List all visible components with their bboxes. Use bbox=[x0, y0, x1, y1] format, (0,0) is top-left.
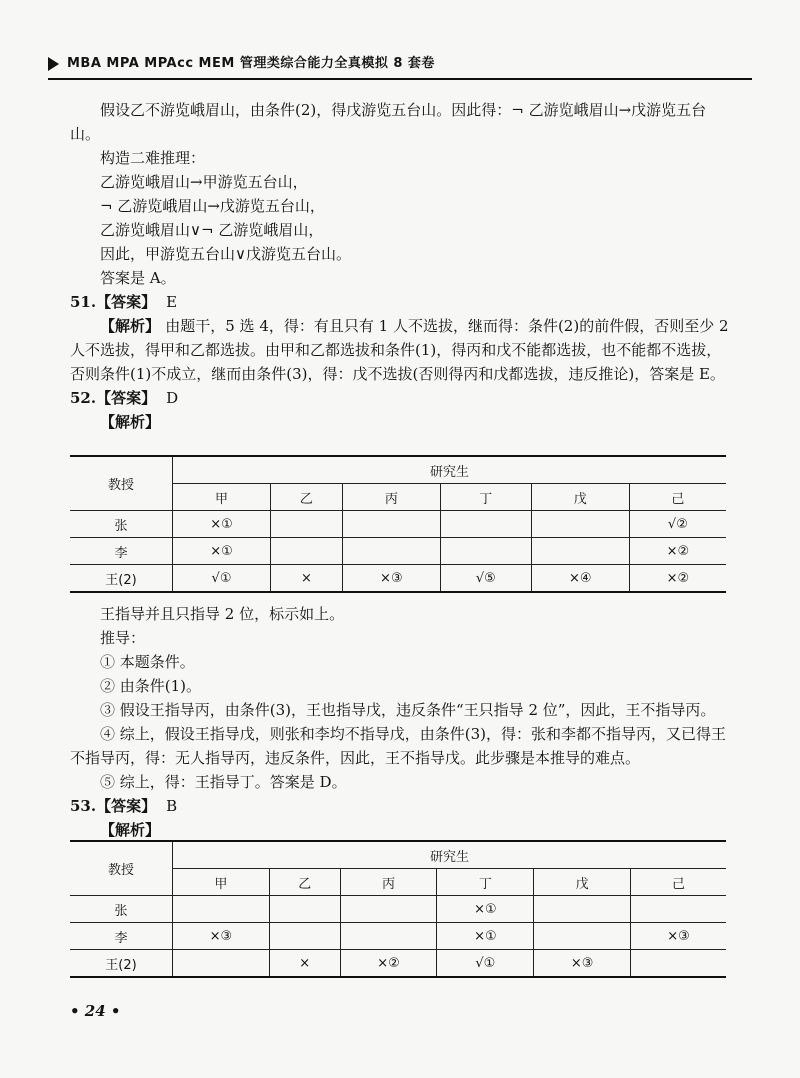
column-header: 己 bbox=[629, 484, 726, 511]
header-rule bbox=[48, 78, 752, 80]
table-cell bbox=[531, 511, 629, 538]
table-cell: ×④ bbox=[531, 565, 629, 593]
q51-analysis-label: 【解析】 bbox=[100, 317, 161, 335]
q52-heading bbox=[70, 386, 730, 410]
derivation-line: ② 由条件(1)。 bbox=[100, 677, 202, 695]
intro-line: 构造二难推理： bbox=[100, 149, 206, 167]
column-header: 甲 bbox=[173, 869, 270, 896]
q51-heading bbox=[70, 290, 730, 314]
q53-heading bbox=[70, 794, 730, 818]
row-name: 张 bbox=[70, 896, 173, 923]
table-cell: ×② bbox=[629, 538, 726, 565]
page-number: • 24 • bbox=[70, 1002, 121, 1020]
intro-line: 答案是 A。 bbox=[100, 269, 176, 287]
column-header: 丁 bbox=[437, 869, 534, 896]
table-cell bbox=[173, 896, 270, 923]
table-cell: √① bbox=[173, 565, 271, 593]
intro-line: 因此，甲游览五台山∨戊游览五台山。 bbox=[100, 245, 351, 263]
intro-line: ¬ 乙游览峨眉山→戊游览五台山， bbox=[100, 197, 325, 215]
derivation-line: 推导： bbox=[100, 629, 146, 647]
table-row bbox=[70, 538, 726, 565]
row-name: 李 bbox=[70, 538, 173, 565]
table-cell bbox=[342, 511, 440, 538]
table-cell: ×③ bbox=[173, 923, 270, 950]
q52-after-block bbox=[70, 602, 730, 842]
derivation-line: 王指导并且只指导 2 位，标示如上。 bbox=[100, 605, 345, 623]
table-cell: ×① bbox=[437, 896, 534, 923]
table-cell bbox=[534, 896, 631, 923]
triangle-marker-icon bbox=[48, 57, 59, 71]
column-header: 丙 bbox=[340, 869, 437, 896]
table-cell: ×③ bbox=[534, 950, 631, 978]
table-cell: ×① bbox=[173, 511, 271, 538]
row-header-cell: 教授 bbox=[70, 841, 173, 896]
table-row bbox=[70, 950, 726, 978]
q52-table bbox=[70, 455, 726, 593]
derivation-line: ④ 综上，假设王指导戊，则张和李均不指导戊，由条件(3)，得：张和李都不指导丙，又已得王不指导丙，得：无人指导丙，违反条件，因此，王不指导戊。此步骤是本推导的难点。 bbox=[70, 725, 727, 767]
table-cell bbox=[173, 950, 270, 978]
column-header: 乙 bbox=[269, 869, 340, 896]
table-row bbox=[70, 923, 726, 950]
derivation-line: ① 本题条件。 bbox=[100, 653, 195, 671]
q51-answer: E bbox=[166, 293, 178, 311]
row-name: 张 bbox=[70, 511, 173, 538]
page-content bbox=[70, 98, 730, 434]
table-cell: √⑤ bbox=[440, 565, 531, 593]
table-cell bbox=[269, 923, 340, 950]
table-header-row bbox=[70, 456, 726, 484]
table-cell bbox=[269, 896, 340, 923]
column-header: 乙 bbox=[271, 484, 343, 511]
column-header: 戊 bbox=[531, 484, 629, 511]
group-header-cell: 研究生 bbox=[173, 841, 727, 869]
table-cell: ×① bbox=[437, 923, 534, 950]
table-cell bbox=[440, 538, 531, 565]
column-header: 戊 bbox=[534, 869, 631, 896]
table-cell bbox=[271, 511, 343, 538]
table-cell bbox=[340, 923, 437, 950]
column-header: 甲 bbox=[173, 484, 271, 511]
row-name: 王(2) bbox=[70, 565, 173, 593]
table-cell bbox=[342, 538, 440, 565]
table-cell bbox=[534, 923, 631, 950]
q53-answer: B bbox=[166, 797, 178, 815]
running-header bbox=[48, 52, 752, 71]
q53-label: 53.【答案】 bbox=[70, 797, 157, 815]
table-cell: ×① bbox=[173, 538, 271, 565]
row-header-cell: 教授 bbox=[70, 456, 173, 511]
table-row bbox=[70, 565, 726, 593]
table-cell: × bbox=[269, 950, 340, 978]
table-cell bbox=[440, 511, 531, 538]
table-cell bbox=[340, 896, 437, 923]
table-row bbox=[70, 511, 726, 538]
header-title: MBA MPA MPAcc MEM 管理类综合能力全真模拟 8 套卷 bbox=[67, 56, 435, 71]
q51-analysis-text: 由题干，5 选 4，得：有且只有 1 人不选拔，继而得：条件(2)的前件假，否则至少 2 人不选拔，得甲和乙都选拔。由甲和乙都选拔和条件(1)，得丙和戊不能都选拔，也不能都不选拔，否则条件(1)不成立，继而由条件(3)，得：戊不选拔(否则得丙和戊都选拔，违反推论)，答案是 E。 bbox=[70, 317, 729, 383]
q53-analysis-label: 【解析】 bbox=[100, 821, 161, 839]
table-cell: ×③ bbox=[631, 923, 726, 950]
table-cell bbox=[531, 538, 629, 565]
row-name: 李 bbox=[70, 923, 173, 950]
q53-table bbox=[70, 840, 726, 978]
table-cell bbox=[271, 538, 343, 565]
q51-analysis bbox=[70, 314, 730, 386]
intro-line: 假设乙不游览峨眉山，由条件(2)，得戊游览五台山。因此得：¬ 乙游览峨眉山→戊游览五台山。 bbox=[70, 101, 707, 143]
table-cell: × bbox=[271, 565, 343, 593]
table-cell bbox=[631, 950, 726, 978]
table-cell: √② bbox=[629, 511, 726, 538]
row-name: 王(2) bbox=[70, 950, 173, 978]
column-header: 己 bbox=[631, 869, 726, 896]
table-cell: ×② bbox=[340, 950, 437, 978]
column-header: 丙 bbox=[342, 484, 440, 511]
q52-analysis-label: 【解析】 bbox=[100, 413, 161, 431]
table-cell bbox=[631, 896, 726, 923]
table-cell: √① bbox=[437, 950, 534, 978]
table-cell: ×③ bbox=[342, 565, 440, 593]
table-row bbox=[70, 896, 726, 923]
derivation-line: ⑤ 综上，得：王指导丁。答案是 D。 bbox=[100, 773, 347, 791]
q52-answer: D bbox=[166, 389, 179, 407]
table-header-row bbox=[70, 841, 726, 869]
intro-line: 乙游览峨眉山∨¬ 乙游览峨眉山， bbox=[100, 221, 324, 239]
q51-label: 51.【答案】 bbox=[70, 293, 157, 311]
group-header-cell: 研究生 bbox=[173, 456, 727, 484]
table-cell: ×② bbox=[629, 565, 726, 593]
derivation-line: ③ 假设王指导丙，由条件(3)，王也指导戊，违反条件“王只指导 2 位”，因此，王不指导丙。 bbox=[100, 701, 716, 719]
intro-line: 乙游览峨眉山→甲游览五台山， bbox=[100, 173, 308, 191]
q52-label: 52.【答案】 bbox=[70, 389, 157, 407]
column-header: 丁 bbox=[440, 484, 531, 511]
